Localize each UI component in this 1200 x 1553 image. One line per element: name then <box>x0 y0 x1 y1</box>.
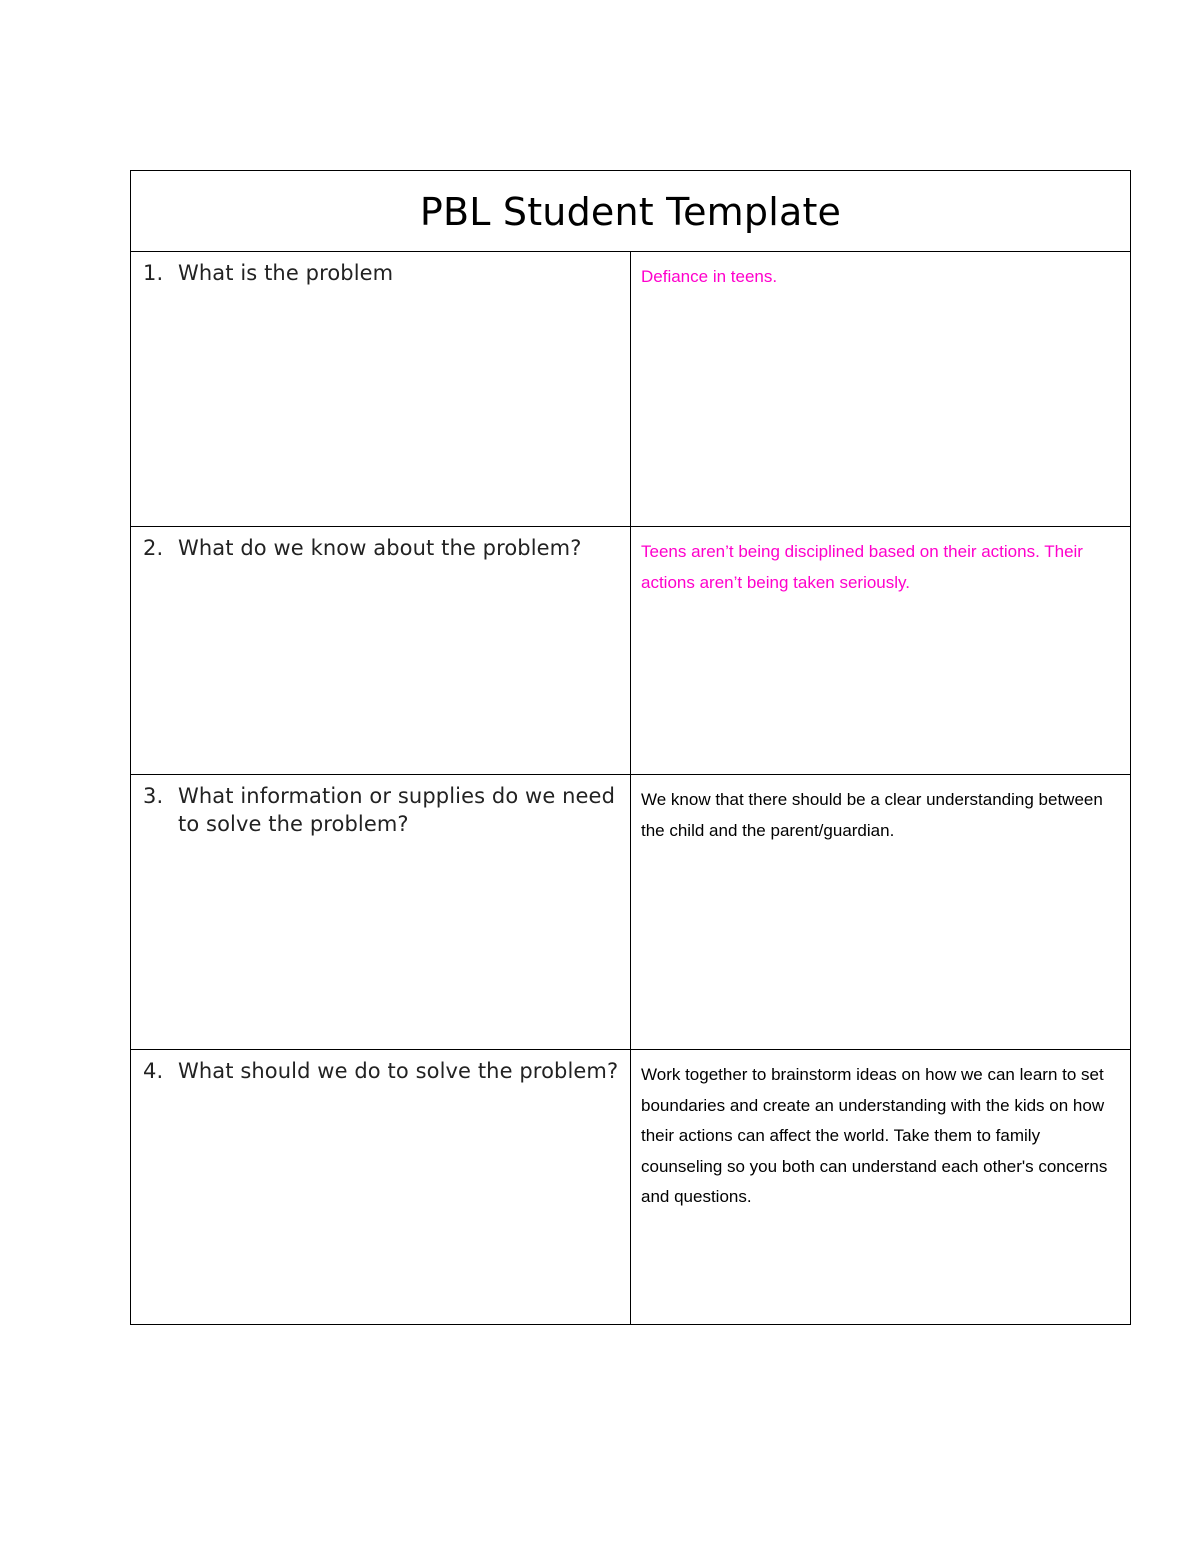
question-text: What should we do to solve the problem? <box>178 1059 619 1083</box>
answer-cell <box>631 527 1131 775</box>
question-text: What information or supplies do we need to solve the problem? <box>178 784 616 836</box>
title-row <box>131 171 1131 252</box>
table-row <box>131 252 1131 527</box>
answer-text: Teens aren’t being disciplined based on their actions. Their actions aren’t being taken seriously. <box>641 542 1083 592</box>
answer-text: We know that there should be a clear understanding between the child and the parent/guardian. <box>641 790 1103 840</box>
question-cell <box>131 1050 631 1325</box>
answer-cell <box>631 775 1131 1050</box>
pbl-template-table <box>130 170 1131 1325</box>
question-number: 4. <box>143 1059 164 1083</box>
question-cell <box>131 252 631 527</box>
table-row <box>131 775 1131 1050</box>
answer-cell <box>631 252 1131 527</box>
question-number: 3. <box>143 784 164 808</box>
page-title: PBL Student Template <box>419 190 842 234</box>
question-text: What is the problem <box>178 261 394 285</box>
table-row <box>131 527 1131 775</box>
question-cell <box>131 527 631 775</box>
answer-cell <box>631 1050 1131 1325</box>
question-number: 2. <box>143 536 164 560</box>
answer-text: Work together to brainstorm ideas on how we can learn to set boundaries and create an understanding with the kids on how their actions can affect the world. Take them to family counseling so you both can understand each other's concerns and questions. <box>641 1065 1108 1206</box>
question-cell <box>131 775 631 1050</box>
table-row <box>131 1050 1131 1325</box>
question-number: 1. <box>143 261 164 285</box>
answer-text: Defiance in teens. <box>641 267 778 286</box>
title-cell <box>131 171 1131 252</box>
question-text: What do we know about the problem? <box>178 536 582 560</box>
